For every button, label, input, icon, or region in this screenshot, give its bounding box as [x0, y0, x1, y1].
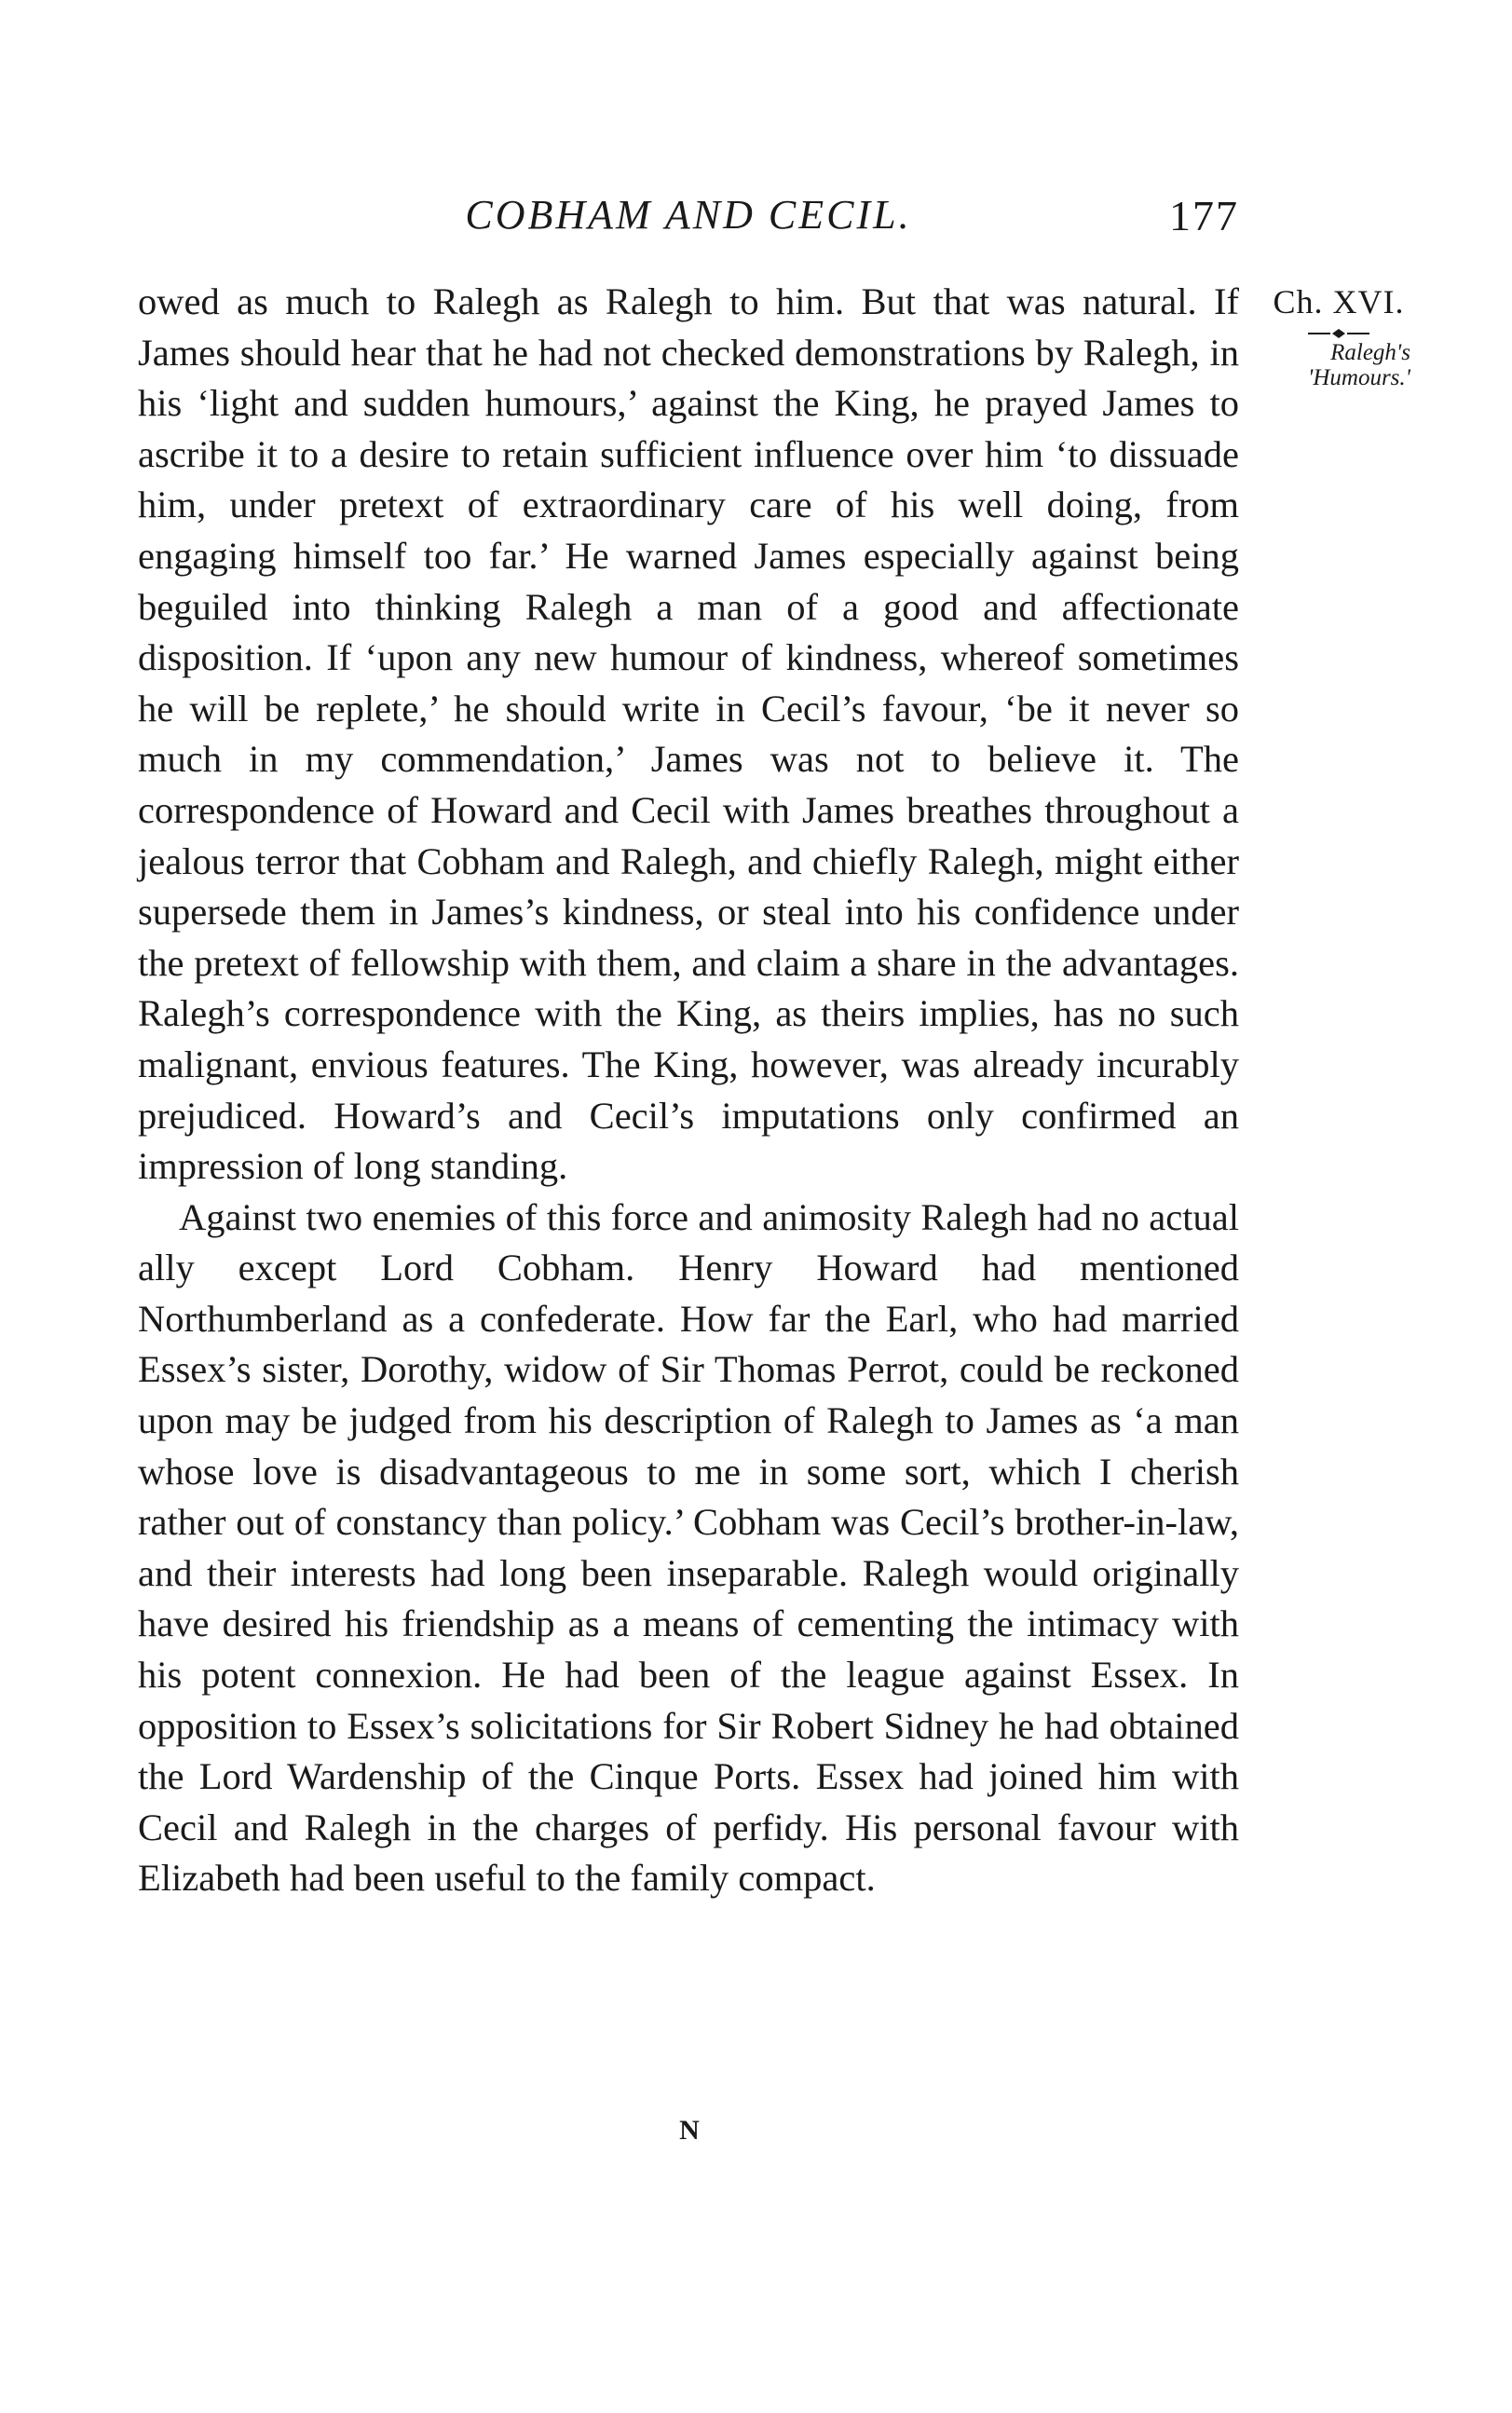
body-text [138, 277, 1239, 1904]
paragraph-1: owed as much to Ralegh as Ralegh to him. But that was natural. If James should hear that he had not checked demonstrations by Ralegh, in his ‘light and sudden humours,’ against the King, he prayed James to ascribe it to a desire to retain sufficient influence over him ‘to dissuade him, under pretext of extraordinary care of his well doing, from engaging himself too far.’ He warned James especially against being beguiled into thinking Ralegh a man of a good and affectionate disposition. If ‘upon any new humour of kindness, whereof sometimes he will be replete,’ he should write in Cecil’s favour, ‘be it never so much in my commendation,’ James was not to believe it. The correspondence of Howard and Cecil with James breathes throughout a jealous terror that Cobham and Ralegh, and chiefly Ralegh, might either supersede them in James’s kindness, or steal into his confidence under the pretext of fellowship with them, and claim a share in the advantages. Ralegh’s correspondence with the King, as theirs implies, has no such malignant, envious features. The King, however, was already incurably prejudiced. Howard’s and Cecil’s imputations only confirmed an impression of long standing. [138, 280, 1239, 1188]
paragraph-2: Against two enemies of this force and animosity Ralegh had no actual ally except Lord Cobham. Henry Howard had mentioned Northumberland as a confederate. How far the Earl, who had married Essex’s sister, Dorothy, widow of Sir Thomas Perrot, could be reckoned upon may be judged from his description of Ralegh to James as ‘a man whose love is disadvantageous to me in some sort, which I cherish rather out of constancy than policy.’ Cobham was Cecil’s brother-in-law, and their interests had long been inseparable. Ralegh would originally have desired his friendship as a means of cementing the intimacy with his potent connexion. He had been of the league against Essex. In opposition to Essex’s solicitations for Sir Robert Sidney he had obtained the Lord Wardenship of the Cinque Ports. Essex had joined him with Cecil and Ralegh in the charges of perfidy. His personal favour with Elizabeth had been useful to the family compact. [138, 1195, 1239, 1900]
page-number: 177 [1169, 192, 1239, 239]
margin-caption-line-2: 'Humours.' [1307, 365, 1410, 390]
margin-note [1260, 277, 1418, 390]
running-head [138, 191, 1239, 247]
margin-caption-line-1: Ralegh's [1330, 340, 1410, 365]
chapter-label: Ch. XVI. [1273, 283, 1405, 320]
ornamental-rule-icon [1306, 327, 1371, 340]
running-title: COBHAM AND CECIL. [465, 192, 912, 238]
signature-mark: N [679, 2115, 700, 2146]
